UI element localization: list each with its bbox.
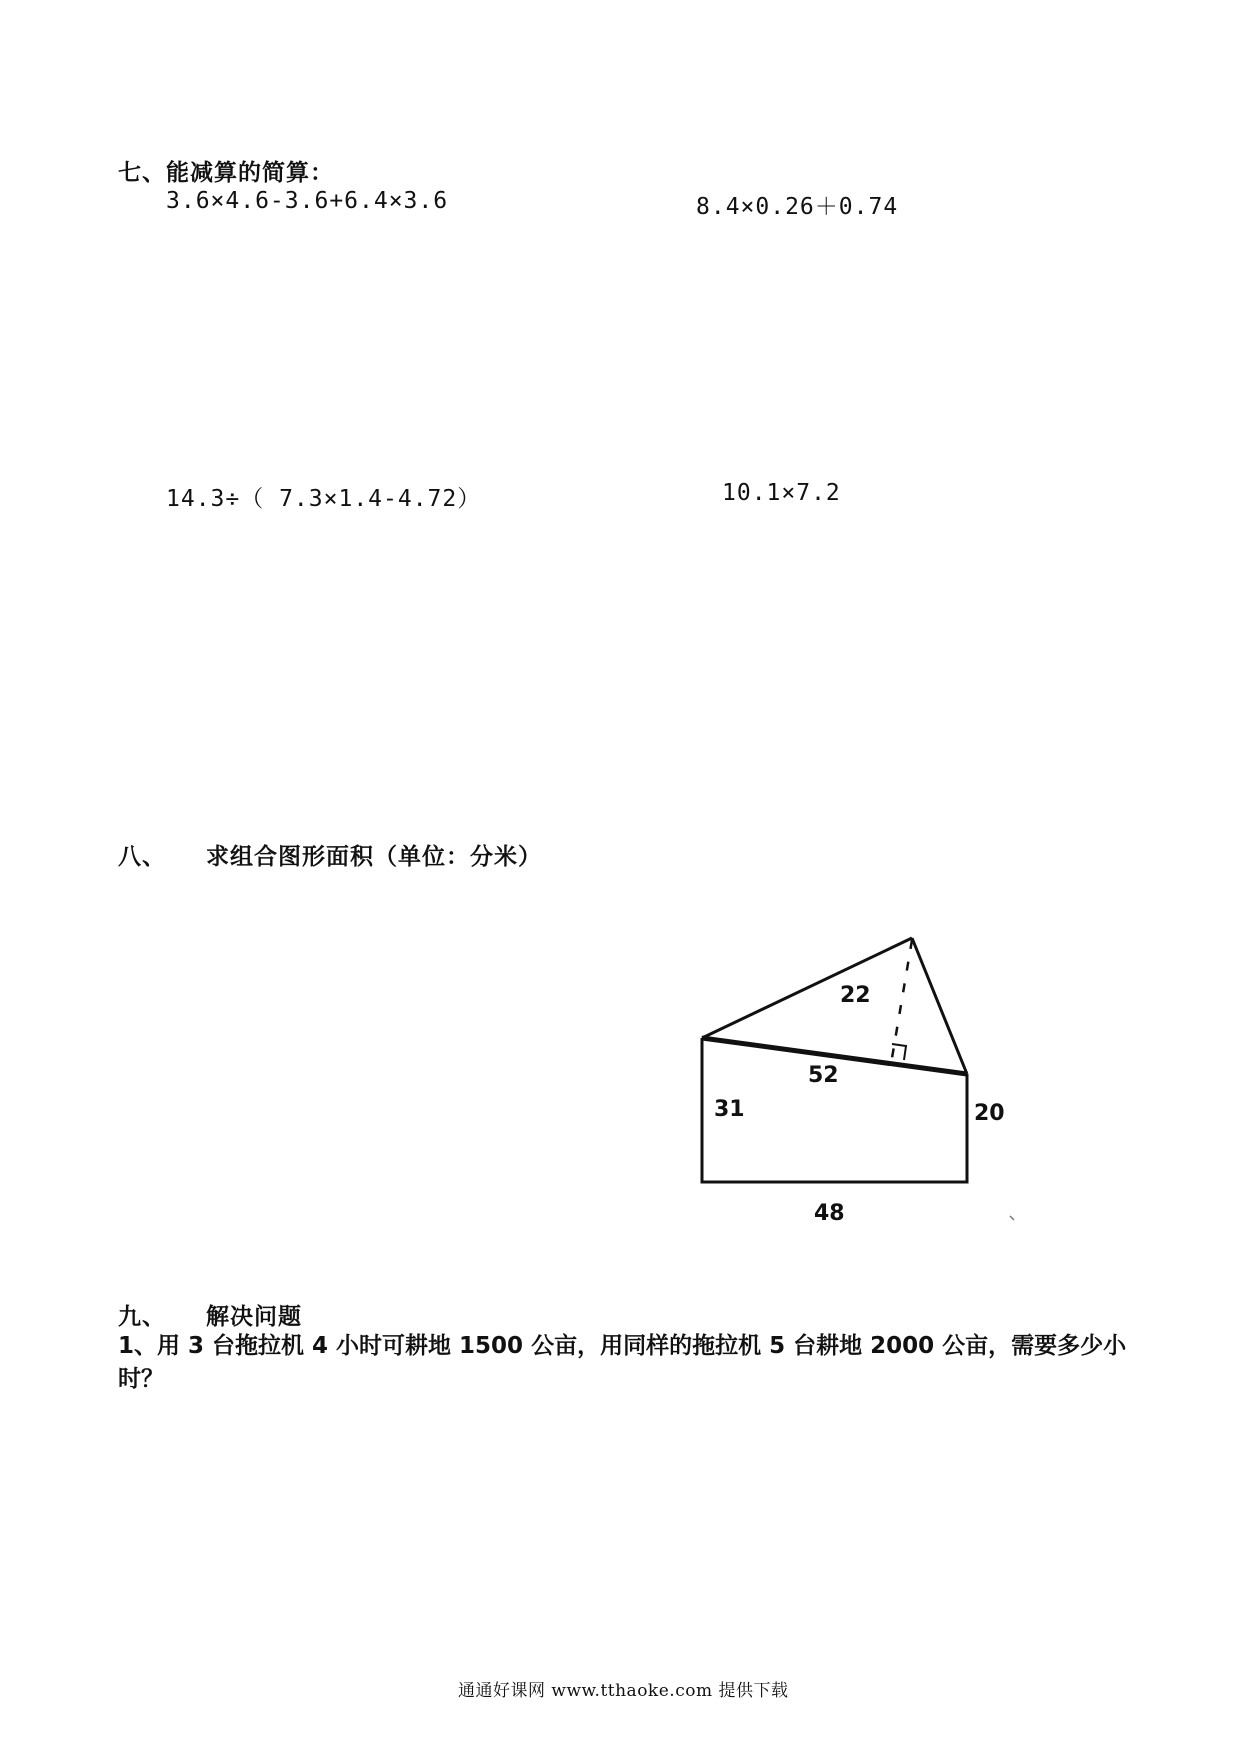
label-diagonal: 52 [808,1063,839,1088]
composite-figure-drawing [680,920,1040,1240]
label-right-side: 20 [974,1101,1005,1126]
section9-number: 九、 [118,1304,166,1330]
footer-text: 通通好课网 www.tthaoke.com 提供下载 [458,1681,789,1701]
section7-title: 七、能减算的简算： [118,160,334,186]
section8-title: 求组合图形面积（单位：分米） [206,844,542,870]
triangle-height-dashed [892,940,912,1058]
triangle-left-side [702,938,912,1038]
problem-1: 1、用 3 台拖拉机 4 小时可耕地 1500 公亩，用同样的拖拉机 5 台耕地 2000 公亩，需要多少小时？ [118,1333,1127,1392]
label-bottom: 48 [814,1201,845,1226]
triangle-right-side [912,938,967,1074]
expression-2: 8.4×0.26＋0.74 [696,194,899,220]
section8-number: 八、 [118,844,166,870]
stray-mark [1010,1216,1014,1220]
composite-figure [680,920,1040,1240]
section9-title: 解决问题 [206,1304,302,1330]
expression-4: 10.1×7.2 [722,480,841,506]
expression-3: 14.3÷（ 7.3×1.4-4.72） [166,486,482,512]
expression-1: 3.6×4.6-3.6+6.4×3.6 [166,188,449,214]
label-left-side: 31 [714,1097,745,1122]
label-triangle-height: 22 [840,983,871,1008]
